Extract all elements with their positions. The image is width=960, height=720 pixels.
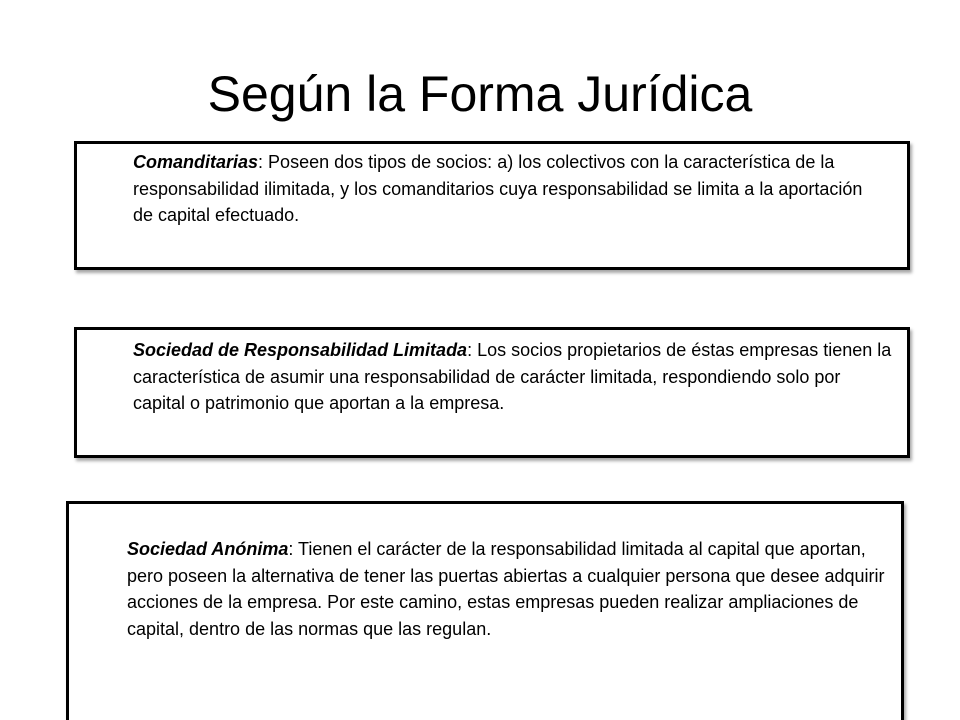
text-box-comanditarias <box>74 141 910 270</box>
term-description: : Tienen el carácter de la responsabilidad limitada al capital que aportan, pero poseen la alternativa de tener las puertas abiertas a cualquier persona que desee adquirir acciones de la empresa. Por este camino, estas empresas pueden realizar ampliaciones de capital, dentro de las normas que las regulan. <box>127 539 885 639</box>
term-description: : Los socios propietarios de éstas empresas tienen la característica de asumir una responsabilidad de carácter limitada, respondiendo solo por capital o patrimonio que aportan a la empresa. <box>133 340 892 413</box>
slide-title: Según la Forma Jurídica <box>207 66 753 122</box>
box-paragraph <box>127 536 897 642</box>
box-paragraph <box>133 149 873 229</box>
text-box-responsabilidad-limitada <box>74 327 910 458</box>
term-label: Comanditarias <box>133 152 259 172</box>
term-label: Sociedad de Responsabilidad Limitada <box>133 340 468 360</box>
term-description: : Poseen dos tipos de socios: a) los colectivos con la característica de la responsabilidad ilimitada, y los comanditarios cuya responsabilidad se limita a la aportación de capital efectuado. <box>133 152 863 225</box>
text-box-sociedad-anonima <box>66 501 904 720</box>
term-label: Sociedad Anónima <box>127 539 289 559</box>
box-paragraph <box>133 337 893 417</box>
